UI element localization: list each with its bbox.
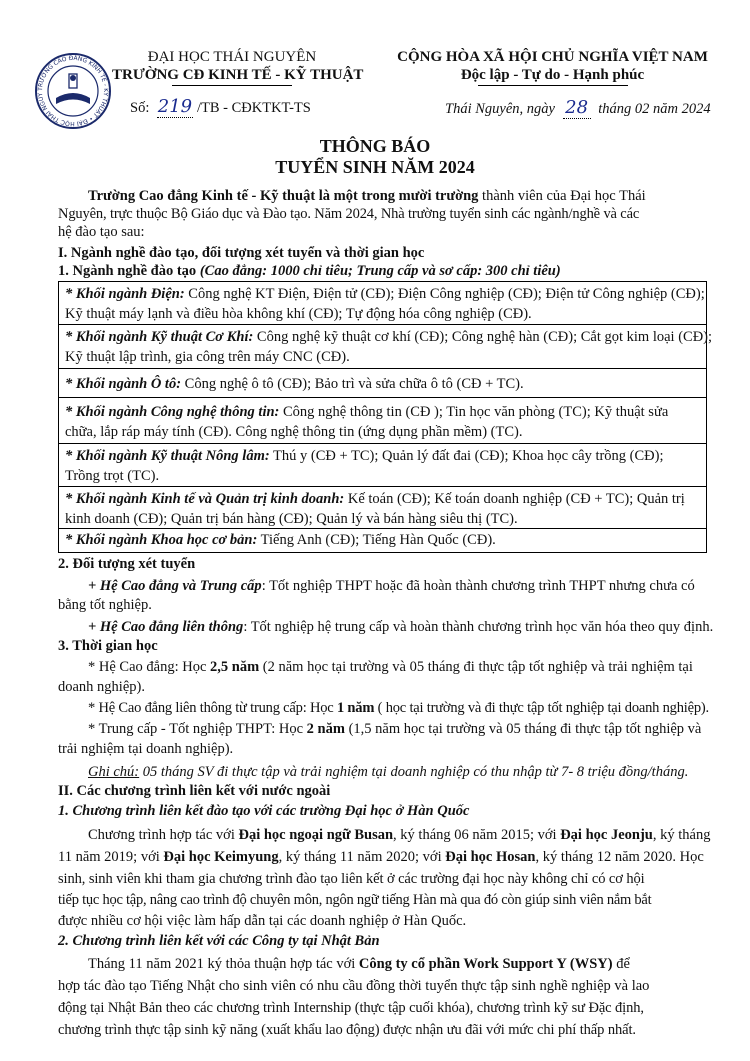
intro-line-2: Nguyên, trực thuộc Bộ Giáo dục và Đào tạo. Năm 2024, Nhà trường tuyển sinh các ngành/nghề và các	[58, 206, 640, 222]
section-2-heading: II. Các chương trình liên kết với nước ngoài	[58, 783, 331, 799]
majors-row-nong-lam: * Khối ngành Kỹ thuật Nông lâm: Thú y (CĐ + TC); Quản lý đất đai (CĐ); Khoa học cây trồng (CĐ); Trồng trọt (TC).	[58, 444, 707, 487]
duration-lien-thong: * Hệ Cao đẳng liên thông từ trung cấp: Học 1 năm ( học tại trường và đi thực tập tốt nghiệp tại doanh nghiệp).	[88, 700, 709, 716]
japan-p-line-4: chương trình thực tập sinh kỹ năng (xuất khẩu lao động) được nhận ưu đãi với mức chi phí thấp nhất.	[58, 1022, 636, 1038]
majors-row-cntt: * Khối ngành Công nghệ thông tin: Công nghệ thông tin (CĐ ); Tin học văn phòng (TC); Kỹ thuật sửa chữa, lắp ráp máy tính (CĐ). Công nghệ thông tin (ứng dụng phần mềm) (TC).	[58, 398, 707, 444]
majors-row-kinh-te: * Khối ngành Kinh tế và Quản trị kinh doanh: Kế toán (CĐ); Kế toán doanh nghiệp (CĐ + TC); Quản trị kinh doanh (CĐ); Quản trị bán hàng (CĐ); Quản lý và bán hàng siêu thị (TC).	[58, 487, 707, 529]
duration-trung-cap: * Trung cấp - Tốt nghiệp THPT: Học 2 năm (1,5 năm học tại trường và 05 tháng đi thực tập tốt nghiệp và	[88, 721, 702, 737]
korea-p-line-1: Chương trình hợp tác với Đại học ngoại ngữ Busan, ký tháng 06 năm 2015; với Đại học Jeonju, ký tháng	[88, 827, 711, 843]
duration-cao-dang: * Hệ Cao đẳng: Học 2,5 năm (2 năm học tại trường và 05 tháng đi thực tập tốt nghiệp và trải nghiệm tại	[88, 659, 693, 675]
korea-p-line-3: sinh, sinh viên khi tham gia chương trình đào tạo liên kết ở các trường đại học này không chỉ có cơ hội	[58, 871, 645, 887]
korea-p-line-4: tiếp tục học tập, nâng cao trình độ chuyên môn, ngôn ngữ tiếng Hàn mà qua đó còn giúp sinh viên nắm bắt	[58, 892, 652, 908]
section-1-sub1: 1. Ngành nghề đào tạo (Cao đẳng: 1000 chỉ tiêu; Trung cấp và sơ cấp: 300 chỉ tiêu)	[58, 263, 561, 279]
national-title: CỘNG HÒA XÃ HỘI CHỦ NGHĨA VIỆT NAM	[397, 49, 708, 65]
svg-text:TRƯỜNG CAO ĐẲNG KINH TẾ - KỸ T: TRƯỜNG CAO ĐẲNG KINH TẾ - KỸ THUẬT • ĐẠI HỌC THÁI NGUY	[36, 54, 110, 128]
university-name: ĐẠI HỌC THÁI NGUYÊN	[147, 49, 317, 65]
admission-cd-tc: + Hệ Cao đẳng và Trung cấp: Tốt nghiệp THPT hoặc đã hoàn thành chương trình THPT nhưng chưa có	[88, 578, 695, 594]
section-1-sub2: 2. Đối tượng xét tuyển	[58, 556, 196, 572]
note: Ghi chú: 05 tháng SV đi thực tập và trải nghiệm tại doanh nghiệp có thu nhập từ 7- 8 triệu đồng/tháng.	[88, 764, 689, 780]
duration-cao-dang-cont: doanh nghiệp).	[58, 679, 145, 695]
school-seal	[34, 52, 112, 130]
korea-p-line-2: 11 năm 2019; với Đại học Keimyung, ký tháng 11 năm 2020; với Đại học Hosan, ký tháng 12 năm 2020. Học	[58, 849, 704, 865]
admission-lien-thong: + Hệ Cao đẳng liên thông: Tốt nghiệp hệ trung cấp và hoàn thành chương trình học văn hóa theo quy định.	[88, 619, 714, 635]
intro-line-3: hệ đào tạo sau:	[58, 224, 145, 240]
japan-p-line-2: hợp tác đào tạo Tiếng Nhật cho sinh viên có nhu cầu đồng thời tuyển thực tập sinh nghề nghiệp và lao	[58, 978, 650, 994]
notice-subtitle: TUYỂN SINH NĂM 2024	[275, 157, 475, 177]
document-number: Số: 219 /TB - CĐKTKT-TS	[130, 96, 311, 117]
majors-row-khoa-hoc-co-ban: * Khối ngành Khoa học cơ bản: Tiếng Anh (CĐ); Tiếng Hàn Quốc (CĐ).	[58, 529, 707, 553]
majors-row-dien: * Khối ngành Điện: Công nghệ KT Điện, Điện tử (CĐ); Điện Công nghiệp (CĐ); Điện tử Công nghiệp (CĐ); Kỹ thuật máy lạnh và điều hòa không khí (CĐ); Tự động hóa công nghiệp (CĐ).	[58, 281, 707, 325]
section-1-sub3: 3. Thời gian học	[58, 638, 158, 654]
majors-row-co-khi: * Khối ngành Kỹ thuật Cơ Khí: Công nghệ kỹ thuật cơ khí (CĐ); Công nghệ hàn (CĐ); Cắt gọt kim loại (CĐ); Kỹ thuật lập trình, gia công trên máy CNC (CĐ).	[58, 325, 707, 369]
japan-p-line-3: động tại Nhật Bản theo các chương trình Internship (thực tập cuối khóa), chương trình kỹ sư Đặc định,	[58, 1000, 644, 1016]
section-2-sub1: 1. Chương trình liên kết đào tạo với các trường Đại học ở Hàn Quốc	[58, 803, 470, 819]
korea-p-line-5: được nhiều cơ hội việc làm hấp dẫn tại các doanh nghiệp ở Hàn Quốc.	[58, 913, 467, 929]
section-1-heading: I. Ngành nghề đào tạo, đối tượng xét tuyển và thời gian học	[58, 245, 425, 261]
majors-row-o-to: * Khối ngành Ô tô: Công nghệ ô tô (CĐ); Bảo trì và sửa chữa ô tô (CĐ + TC).	[58, 369, 707, 398]
notice-title: THÔNG BÁO	[319, 136, 431, 156]
intro-line-1: Trường Cao đẳng Kinh tế - Kỹ thuật là một trong mười trường thành viên của Đại học Thái	[88, 188, 646, 204]
national-motto: Độc lập - Tự do - Hạnh phúc	[460, 67, 645, 83]
japan-p-line-1: Tháng 11 năm 2021 ký thỏa thuận hợp tác với Công ty cổ phần Work Support Y (WSY) để	[88, 956, 630, 972]
section-2-sub2: 2. Chương trình liên kết với các Công ty tại Nhật Bản	[58, 933, 380, 949]
document-number-handwritten: 219	[157, 96, 193, 117]
duration-trung-cap-cont: trải nghiệm tại doanh nghiệp).	[58, 741, 234, 757]
document-date: Thái Nguyên, ngày 28 tháng 02 năm 2024	[445, 97, 711, 118]
admission-cd-tc-cont: bằng tốt nghiệp.	[58, 597, 152, 613]
date-day-handwritten: 28	[563, 97, 591, 119]
college-name: TRƯỜNG CĐ KINH TẾ - KỸ THUẬT	[112, 67, 364, 83]
